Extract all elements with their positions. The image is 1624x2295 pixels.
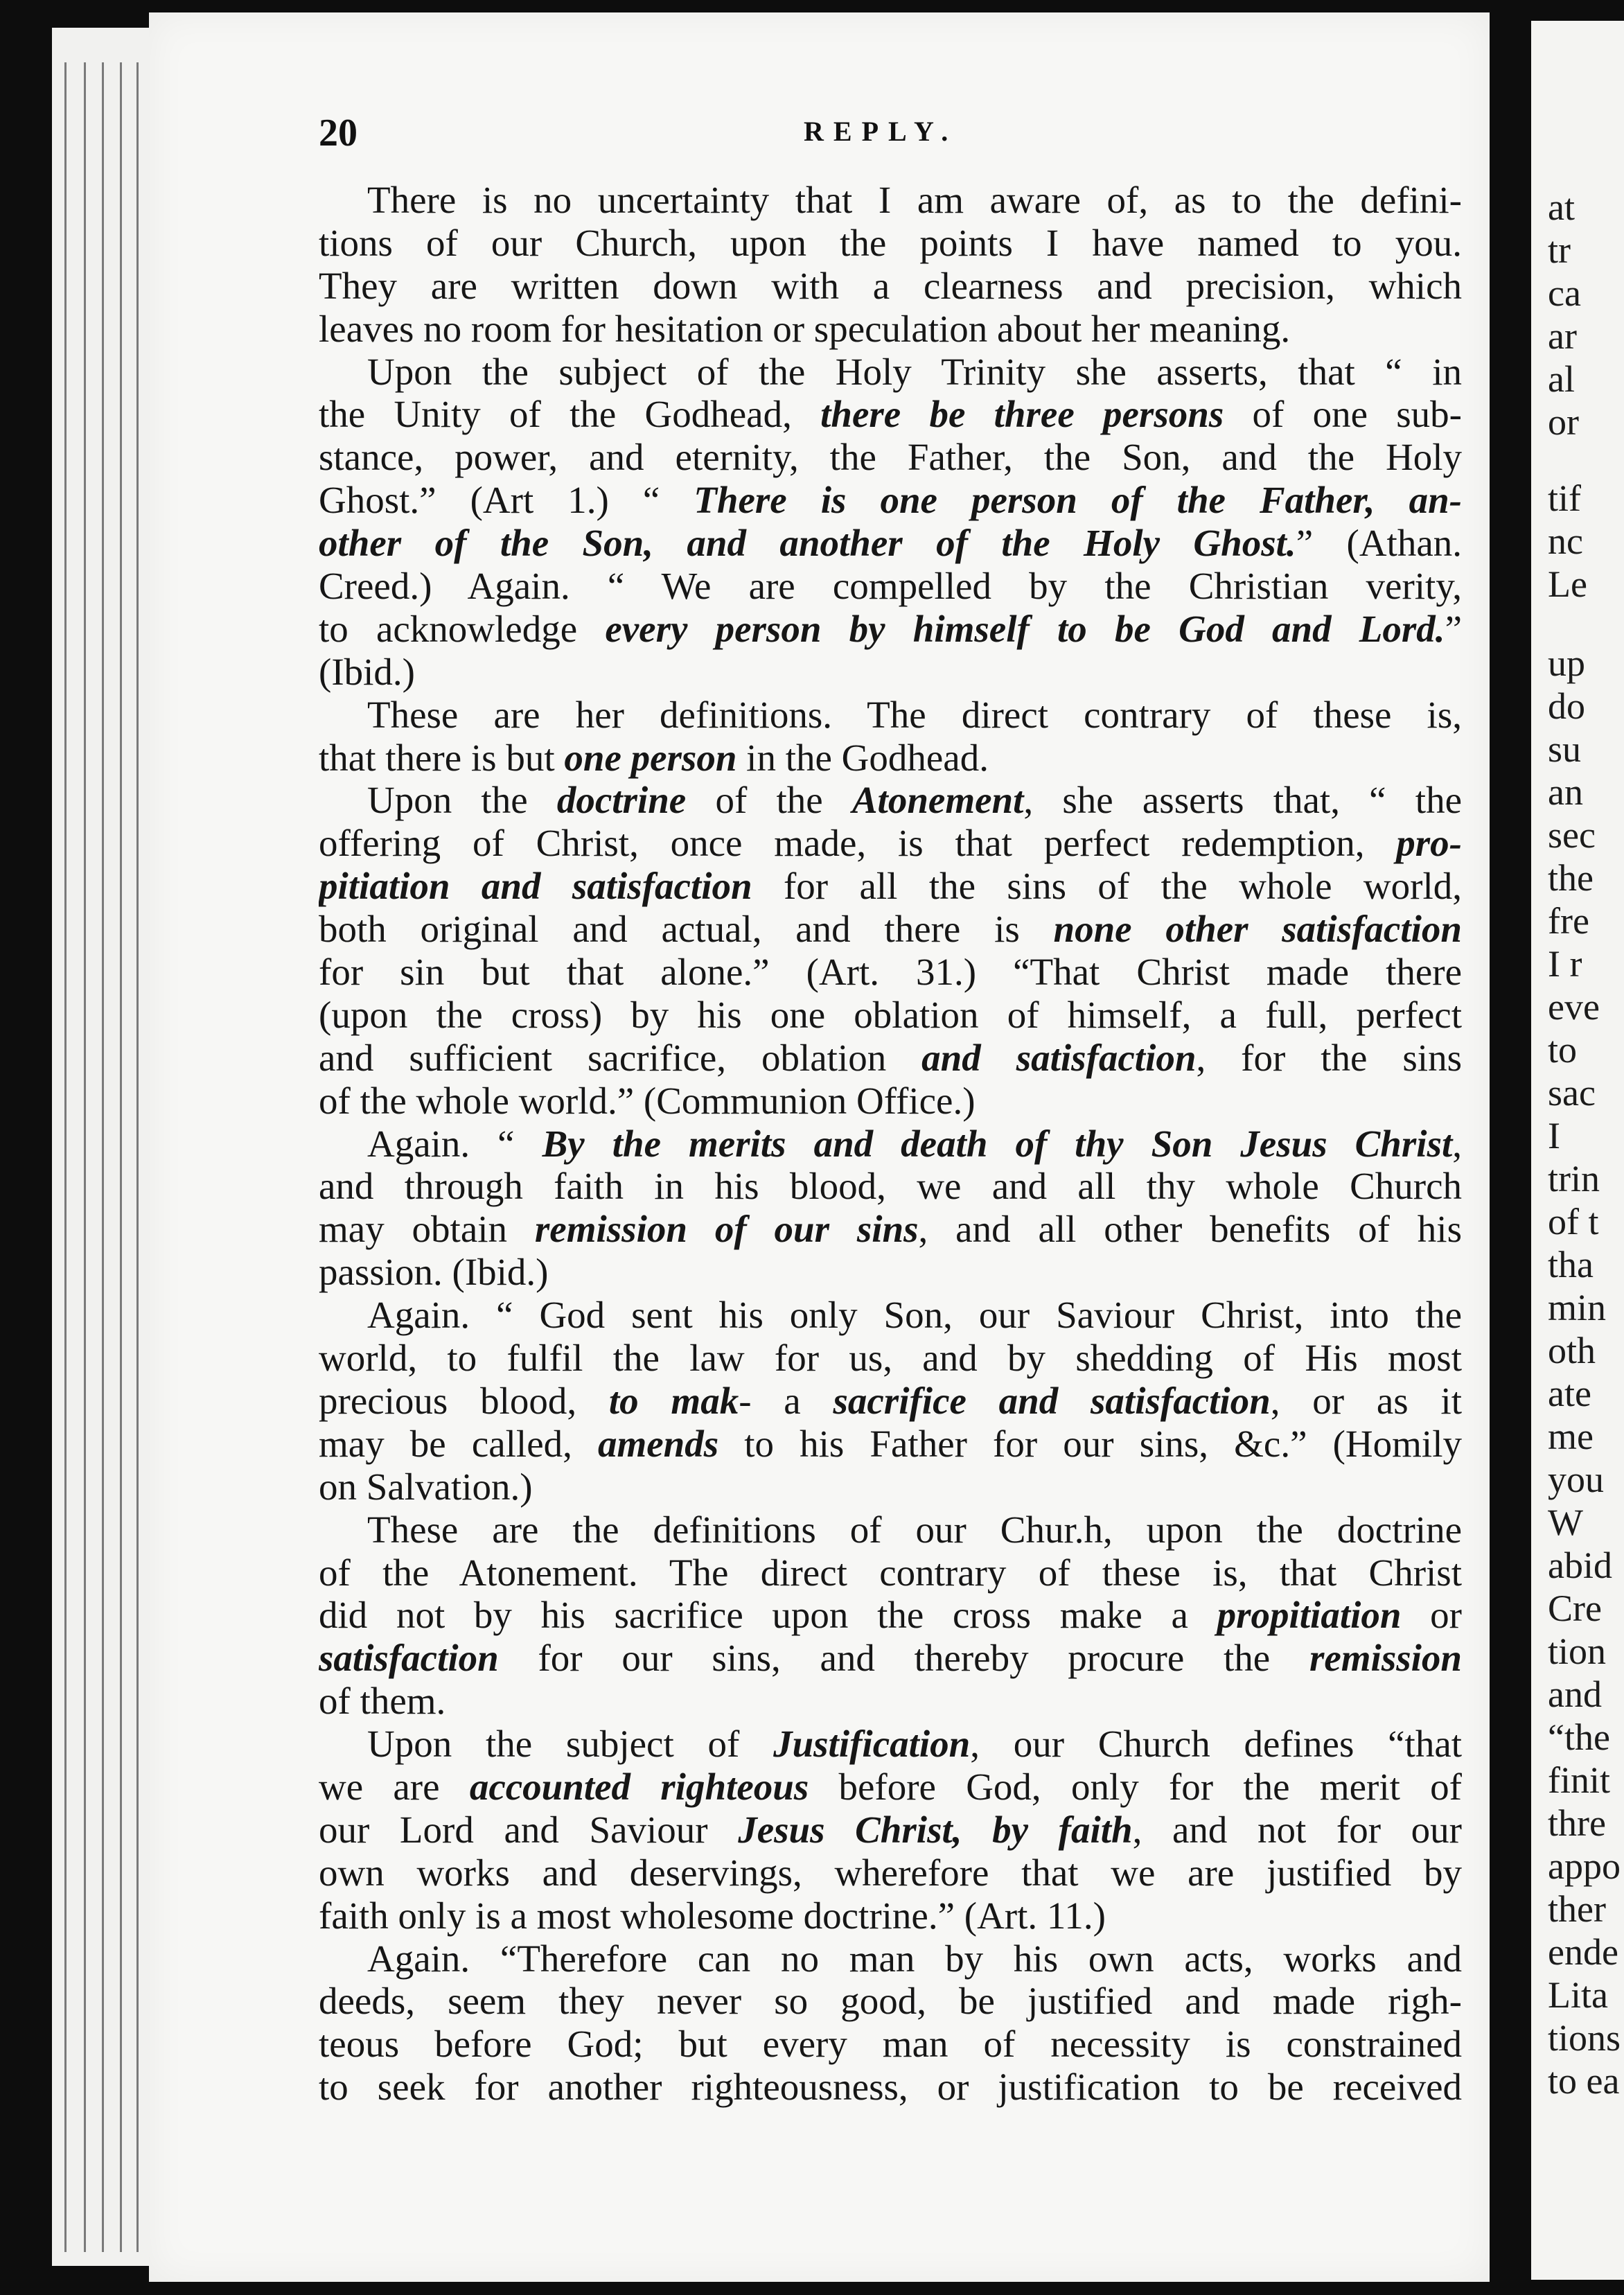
- text-segment: before God, only for the merit of: [809, 1765, 1462, 1808]
- facing-page-line-fragment: al: [1548, 358, 1575, 400]
- text-line: [319, 1551, 1462, 1594]
- text-segment: teous before God; but every man of necessity is constrained: [319, 2023, 1462, 2066]
- facing-page-line-fragment: “the: [1548, 1716, 1610, 1758]
- italic-phrase: accounted righteous: [469, 1765, 809, 1808]
- facing-page-line-fragment: up: [1548, 642, 1585, 684]
- text-segment: ,: [1452, 1122, 1462, 1165]
- text-segment: Creed.) Again. “ We are compelled by the Christian verity,: [319, 565, 1462, 608]
- page-edge-line: [102, 62, 104, 2252]
- text-segment: Upon the subject of the Holy Trinity she asserts, that “ in: [367, 350, 1462, 393]
- italic-phrase: doctrine: [556, 779, 687, 822]
- text-line: [319, 1294, 1462, 1337]
- text-line: [319, 908, 1462, 951]
- facing-page-line-fragment: Lita: [1548, 1974, 1608, 2016]
- facing-page-line-fragment: sac: [1548, 1072, 1596, 1114]
- text-line: [319, 265, 1462, 308]
- text-line: [319, 436, 1462, 479]
- italic-phrase: satisfaction: [319, 1637, 499, 1680]
- facing-page-line-fragment: oth: [1548, 1330, 1596, 1371]
- text-line: [319, 1080, 1462, 1123]
- italic-phrase: one person: [564, 736, 737, 779]
- text-segment: to his Father for our sins, &c.” (Homily: [718, 1422, 1462, 1465]
- text-segment: for our sins, and thereby procure the: [498, 1637, 1309, 1680]
- italic-phrase: pitiation and satisfaction: [319, 865, 752, 908]
- text-segment: and through faith in his blood, we and all thy whole Church: [319, 1165, 1462, 1208]
- text-segment: leaves no room for hesitation or speculation about her meaning.: [319, 307, 1291, 350]
- italic-phrase: and satisfaction: [921, 1036, 1197, 1079]
- text-segment: Upon the subject of: [367, 1723, 774, 1766]
- facing-page-line-fragment: tion: [1548, 1630, 1607, 1672]
- text-segment: and sufficient sacrifice, oblation: [319, 1036, 922, 1079]
- italic-phrase: there be three persons: [820, 393, 1224, 436]
- text-segment: that there is but: [319, 736, 565, 779]
- italic-phrase: none other satisfaction: [1053, 908, 1462, 951]
- facing-page-line-fragment: sec: [1548, 814, 1596, 856]
- text-line: [319, 1251, 1462, 1294]
- text-segment: They are written down with a clearness and precision, which: [319, 264, 1462, 307]
- text-segment: of the whole world.” (Communion Office.): [319, 1079, 976, 1122]
- facing-page-line-fragment: ende: [1548, 1931, 1618, 1973]
- text-segment: to acknowledge: [319, 607, 606, 650]
- facing-page-line-fragment: eve: [1548, 986, 1600, 1028]
- text-line: [319, 1637, 1462, 1680]
- italic-phrase: Jesus Christ, by faith: [738, 1808, 1133, 1851]
- facing-page-line-fragment: tha: [1548, 1244, 1594, 1285]
- facing-page-line-fragment: min: [1548, 1287, 1607, 1328]
- text-segment: we are: [319, 1765, 470, 1808]
- text-line: [319, 1208, 1462, 1251]
- text-segment: (upon the cross) by his one oblation of himself, a full, perfect: [319, 993, 1462, 1036]
- text-line: [319, 479, 1462, 522]
- facing-page-line-fragment: I: [1548, 1115, 1560, 1157]
- text-line: [319, 608, 1462, 651]
- text-segment: , or as it: [1270, 1379, 1462, 1422]
- facing-page-line-fragment: to: [1548, 1029, 1578, 1071]
- text-line: [319, 1594, 1462, 1637]
- text-segment: our Lord and Saviour: [319, 1808, 739, 1851]
- page-number: 20: [319, 112, 358, 155]
- facing-page-line-fragment: finit: [1548, 1759, 1610, 1801]
- text-segment: passion. (Ibid.): [319, 1251, 549, 1294]
- facing-page-line-fragment: at: [1548, 186, 1575, 228]
- italic-phrase: pro-: [1396, 822, 1462, 865]
- facing-page-line-fragment: ther: [1548, 1888, 1606, 1930]
- text-segment: of one sub-: [1224, 393, 1462, 436]
- page-edge-line: [136, 62, 139, 2252]
- facing-page-line-fragment: to ea: [1548, 2060, 1620, 2102]
- text-line: [319, 1680, 1462, 1723]
- text-segment: deeds, seem they never so good, be justified and made righ-: [319, 1980, 1462, 2023]
- text-line: [319, 737, 1462, 780]
- running-head: REPLY.: [804, 116, 958, 147]
- page-edge-line: [64, 62, 67, 2252]
- facing-page-line-fragment: su: [1548, 728, 1582, 770]
- text-segment: tions of our Church, upon the points I have named to you.: [319, 221, 1462, 264]
- text-line: [319, 2066, 1462, 2109]
- text-line: [319, 1980, 1462, 2023]
- text-line: [319, 308, 1462, 351]
- text-segment: Ghost.” (Art 1.) “: [319, 479, 694, 522]
- italic-phrase: remission: [1309, 1637, 1462, 1680]
- text-line: [319, 694, 1462, 737]
- facing-page-line-fragment: ca: [1548, 272, 1581, 314]
- page-body-text: [319, 179, 1462, 2109]
- text-segment: faith only is a most wholesome doctrine.” (Art. 11.): [319, 1894, 1106, 1937]
- text-segment: These are the definitions of our Chur.h, upon the doctrine: [367, 1508, 1462, 1551]
- text-segment: precious blood,: [319, 1379, 609, 1422]
- facing-page-line-fragment: or: [1548, 401, 1579, 443]
- facing-page-line-fragment: fre: [1548, 900, 1589, 942]
- text-line: [319, 1466, 1462, 1509]
- text-segment: These are her definitions. The direct contrary of these is,: [367, 693, 1462, 736]
- page-header: [319, 111, 1462, 159]
- text-line: [319, 1509, 1462, 1551]
- text-segment: , she asserts that, “ the: [1023, 779, 1462, 822]
- facing-page-line-fragment: tions: [1548, 2017, 1621, 2059]
- text-segment: of the: [686, 779, 852, 822]
- text-line: [319, 2023, 1462, 2066]
- text-line: [319, 351, 1462, 394]
- text-line: [319, 1380, 1462, 1423]
- italic-phrase: every person by himself to be God and Lord.: [605, 607, 1445, 650]
- text-segment: (Ibid.): [319, 650, 415, 693]
- text-segment: may be called,: [319, 1422, 598, 1465]
- italic-phrase: sacrifice and satisfaction: [833, 1379, 1271, 1422]
- text-segment: ” (Athan.: [1296, 522, 1462, 565]
- facing-page-line-fragment: W: [1548, 1502, 1583, 1543]
- facing-page-line-fragment: you: [1548, 1459, 1604, 1500]
- facing-page-line-fragment: ate: [1548, 1373, 1591, 1414]
- text-line: [319, 1937, 1462, 1980]
- text-segment: Again. “Therefore can no man by his own acts, works and: [367, 1937, 1462, 1980]
- text-segment: There is no uncertainty that I am aware of, as to the defini-: [367, 179, 1462, 221]
- text-line: [319, 522, 1462, 565]
- text-segment: offering of Christ, once made, is that perfect redemption,: [319, 822, 1397, 865]
- facing-page-line-fragment: trin: [1548, 1158, 1600, 1199]
- text-line: [319, 393, 1462, 436]
- text-line: [319, 179, 1462, 222]
- text-segment: , for the sins: [1196, 1036, 1462, 1079]
- text-line: [319, 1165, 1462, 1208]
- facing-page-line-fragment: ar: [1548, 315, 1577, 357]
- italic-phrase: There is one person of the Father, an-: [694, 479, 1462, 522]
- text-line: [319, 1337, 1462, 1380]
- text-line: [319, 1766, 1462, 1809]
- text-segment: both original and actual, and there is: [319, 908, 1054, 951]
- text-line: [319, 1037, 1462, 1080]
- text-segment: or: [1401, 1594, 1462, 1637]
- text-line: [319, 1423, 1462, 1466]
- facing-page-line-fragment: the: [1548, 857, 1594, 899]
- text-line: [319, 565, 1462, 608]
- text-segment: ”: [1445, 607, 1462, 650]
- facing-page-line-fragment: I r: [1548, 943, 1582, 985]
- italic-phrase: Justification: [773, 1723, 971, 1766]
- text-segment: of them.: [319, 1680, 446, 1723]
- text-segment: own works and deservings, wherefore that we are justified by: [319, 1851, 1462, 1894]
- facing-page-line-fragment: of t: [1548, 1201, 1599, 1242]
- text-segment: on Salvation.): [319, 1465, 533, 1508]
- text-line: [319, 865, 1462, 908]
- italic-phrase: Atonement: [851, 779, 1024, 822]
- text-segment: in the Godhead.: [736, 736, 989, 779]
- italic-phrase: remission of our sins: [534, 1208, 919, 1251]
- facing-page-fragment: [1531, 21, 1624, 2280]
- text-segment: for sin but that alone.” (Art. 31.) “That Christ made there: [319, 951, 1462, 994]
- text-segment: to seek for another righteousness, or justification to be received: [319, 2066, 1462, 2109]
- facing-page-line-fragment: tif: [1548, 477, 1581, 519]
- text-line: [319, 1723, 1462, 1766]
- text-line: [319, 951, 1462, 994]
- text-line: [319, 651, 1462, 694]
- text-segment: may obtain: [319, 1208, 535, 1251]
- text-segment: of the Atonement. The direct contrary of these is, that Christ: [319, 1551, 1462, 1594]
- text-segment: stance, power, and eternity, the Father, the Son, and the Holy: [319, 436, 1462, 479]
- text-segment: the Unity of the Godhead,: [319, 393, 821, 436]
- text-segment: Upon the: [367, 779, 557, 822]
- italic-phrase: propitiation: [1217, 1594, 1402, 1637]
- book-page-edges: [52, 28, 156, 2266]
- italic-phrase: other of the Son, and another of the Holy Ghost.: [319, 522, 1296, 565]
- text-line: [319, 222, 1462, 265]
- facing-page-line-fragment: me: [1548, 1416, 1594, 1457]
- text-segment: world, to fulfil the law for us, and by shedding of His most: [319, 1337, 1462, 1380]
- page-edge-line: [120, 62, 122, 2252]
- italic-phrase: By the merits and death of thy Son Jesus Christ: [542, 1122, 1453, 1165]
- text-segment: , and not for our: [1132, 1808, 1462, 1851]
- facing-page-line-fragment: do: [1548, 685, 1585, 727]
- facing-page-line-fragment: Le: [1548, 563, 1587, 605]
- facing-page-line-fragment: an: [1548, 771, 1583, 813]
- facing-page-line-fragment: Cre: [1548, 1588, 1602, 1629]
- text-segment: - a: [739, 1379, 833, 1422]
- text-segment: , our Church defines “that: [970, 1723, 1462, 1766]
- page-edge-line: [84, 62, 86, 2252]
- facing-page-line-fragment: tr: [1548, 229, 1571, 271]
- text-segment: Again. “ God sent his only Son, our Saviour Christ, into the: [367, 1294, 1462, 1337]
- text-segment: for all the sins of the whole world,: [752, 865, 1462, 908]
- facing-page-line-fragment: thre: [1548, 1802, 1606, 1844]
- text-line: [319, 779, 1462, 822]
- facing-page-line-fragment: appo: [1548, 1845, 1621, 1887]
- text-segment: did not by his sacrifice upon the cross make a: [319, 1594, 1217, 1637]
- facing-page-line-fragment: and: [1548, 1673, 1602, 1715]
- text-line: [319, 1852, 1462, 1894]
- text-line: [319, 822, 1462, 865]
- text-line: [319, 1123, 1462, 1166]
- facing-page-line-fragment: nc: [1548, 520, 1583, 562]
- facing-page-line-fragment: abid: [1548, 1545, 1612, 1586]
- text-segment: Again. “: [367, 1122, 542, 1165]
- text-line: [319, 994, 1462, 1037]
- text-segment: , and all other benefits of his: [918, 1208, 1462, 1251]
- text-line: [319, 1809, 1462, 1852]
- italic-phrase: amends: [597, 1422, 719, 1465]
- text-line: [319, 1894, 1462, 1937]
- italic-phrase: to mak: [608, 1379, 739, 1422]
